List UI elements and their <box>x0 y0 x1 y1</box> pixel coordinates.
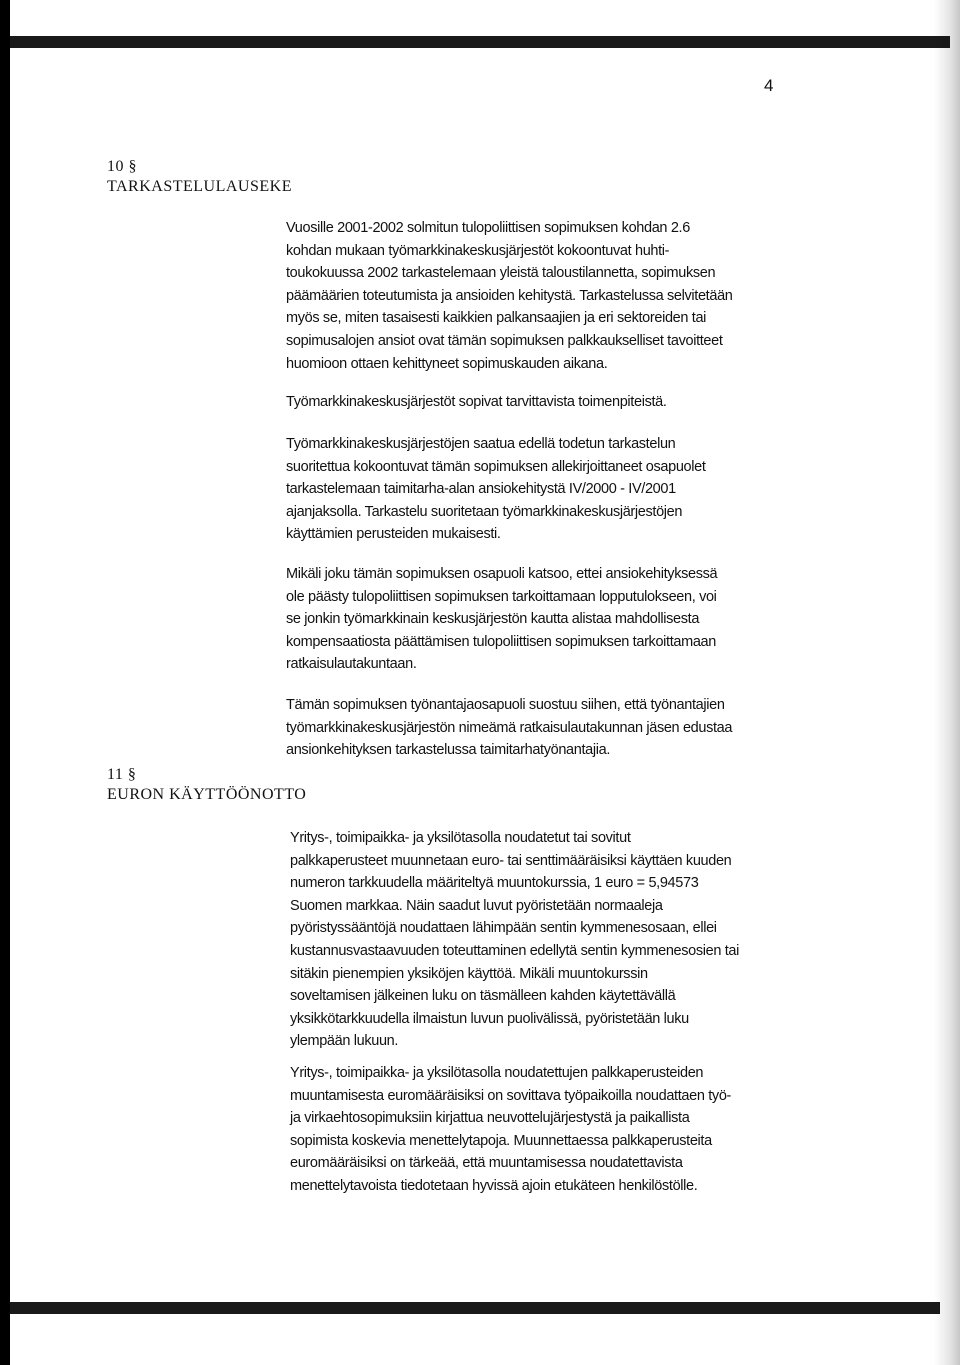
scan-shadow-right <box>934 0 960 1365</box>
scan-bar-bottom <box>10 1302 940 1314</box>
paragraph-ratkaisulautakunta: Mikäli joku tämän sopimuksen osapuoli katsoo, ettei ansiokehityksessä ole päästy tulopoliittisen sopimuksen tarkoittamaan lopputulokseen, voi se jonkin työmarkkinain keskusjärjestön kautta alistaa mahdollisesta kompensaatiosta päättämisen tulopoliittisen sopimuksen tarkoittamaan ratkaisulautakuntaan. <box>286 566 718 673</box>
section-heading-10 <box>107 157 292 197</box>
section-title: EURON KÄYTTÖÖNOTTO <box>107 786 307 803</box>
section-title: TARKASTELULAUSEKE <box>107 178 292 195</box>
section-number: 11 § <box>107 766 137 783</box>
scan-bar-top <box>10 36 950 48</box>
paragraph-tyonantajaosapuoli: Tämän sopimuksen työnantajaosapuoli suostuu siihen, että työnantajien työmarkkinakeskusjärjestön nimeämä ratkaisulautakunnan jäsen edustaa ansionkehityksen tarkastelussa taimitarhatyönantajia. <box>286 697 733 759</box>
paragraph-tarkastelu: Vuosille 2001-2002 solmitun tulopoliittisen sopimuksen kohdan 2.6 kohdan mukaan työmarkkinakeskusjärjestöt kokoontuvat huhti- toukokuussa 2002 tarkastelemaan yleistä taloustilannetta, sopimuksen päämäärien toteutumista ja ansioiden kehitystä. Tarkastelussa selvitetään myös se, miten tasaisesti kaikkien palkansaajien ja eri sektoreiden tai sopimusalojen ansiot ovat tämän sopimuksen palkkaukselliset tavoitteet huomioon ottaen kehittyneet sopimuskauden aikana. <box>286 220 733 372</box>
page-number: 4 <box>764 76 774 95</box>
scan-edge-left <box>0 0 10 1365</box>
paragraph-muuntaminen: Yritys-, toimipaikka- ja yksilötasolla noudatettujen palkkaperusteiden muuntamisesta euromääräisiksi on sovittava työpaikoilla noudattaen työ- ja virkaehtosopimuksiin kirjattua neuvottelujärjestystä ja paikallista sopimista koskevia menettelytapoja. Muunnettaessa palkkaperusteita euromääräisiksi on tärkeää, että muuntamisessa noudatettavista menettelytavoista tiedotetaan hyvissä ajoin etukäteen henkilöstölle. <box>290 1065 732 1194</box>
section-number: 10 § <box>107 158 137 175</box>
paragraph-muuntokurssi: Yritys-, toimipaikka- ja yksilötasolla noudatetut tai sovitut palkkaperusteet muunnetaan euro- tai senttimääräisiksi käyttäen kuuden numeron tarkkuudella määriteltyä muuntokurssia, 1 euro = 5,94573 Suomen markkaa. Näin saadut luvut pyöristetään normaaleja pyöristyssääntöjä noudattaen lähimpään sentin kymmenesosaan, ellei kustannusvastaavuuden toteuttaminen edellytä sentin kymmenesosien tai sitäkin pienempien yksiköjen käyttöä. Mikäli muuntokurssin soveltamisen jälkeinen luku on täsmälleen kahden käytettävällä yksikkötarkkuudella ilmaistun luvun puolivälissä, pyöristetään luku ylempään lukuun. <box>290 830 739 1050</box>
paragraph-ansiokehitys: Työmarkkinakeskusjärjestöjen saatua edellä todetun tarkastelun suoritettua kokoontuvat tämän sopimuksen allekirjoittaneet osapuolet tarkastelemaan taimitarha-alan ansiokehitystä IV/2000 - IV/2001 ajanjaksolla. Tarkastelu suoritetaan työmarkkinakeskusjärjestöjen käyttämien perusteiden mukaisesti. <box>286 436 706 543</box>
section-heading-11 <box>107 765 306 805</box>
paragraph-toimenpiteet: Työmarkkinakeskusjärjestöt sopivat tarvittavista toimenpiteistä. <box>286 394 667 410</box>
